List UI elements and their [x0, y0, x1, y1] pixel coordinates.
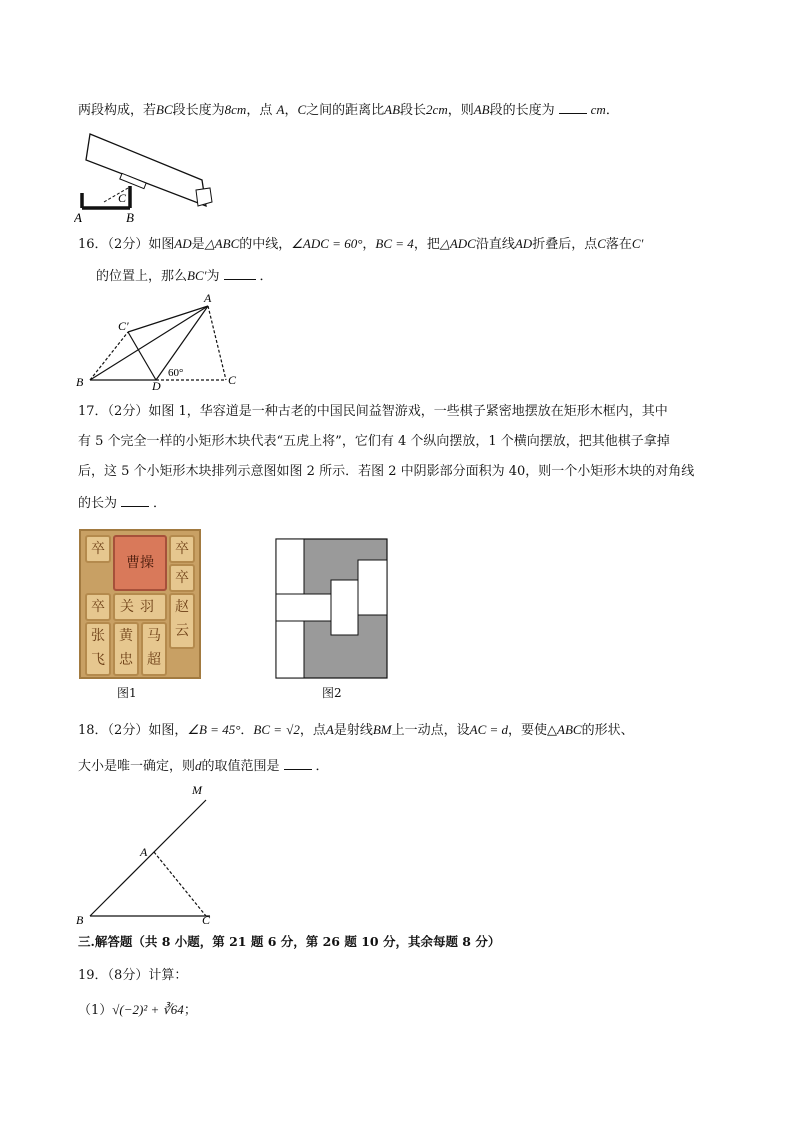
piece-guanyu: 关羽	[113, 593, 167, 621]
piece-fei: 飞	[91, 652, 105, 668]
q15-unit: cm	[590, 102, 606, 117]
huarongdao-board	[79, 529, 201, 679]
q18-bc: BC =	[253, 722, 283, 737]
q15-label-a: A	[74, 210, 82, 225]
q18-line2	[78, 756, 329, 777]
q19-part1-label: （1）	[78, 1003, 113, 1018]
q15-text-b: 段长度为	[172, 103, 225, 118]
q15-label-b: B	[126, 210, 134, 225]
q17-line2: 有 5 个完全一样的小矩形木块代表“五虎上将”，它们有 4 个纵向摆放，1 个横向摆放，把其他棋子拿掉	[78, 434, 670, 449]
q18-label-a: A	[140, 845, 148, 859]
q16-line2-a: 的位置上，那么	[96, 269, 188, 284]
q17-rect-top-left	[276, 539, 304, 594]
q15-text	[78, 100, 619, 121]
q16-tri-abc: △ABC	[204, 236, 240, 251]
q15-text-f: ，则	[447, 103, 474, 118]
q16-label-cp: C′	[118, 319, 129, 333]
answer-blank[interactable]	[224, 267, 256, 280]
q15-len8: 8	[224, 102, 232, 117]
q16-t3: ，	[362, 237, 376, 252]
q15-text-g: 段的长度为	[489, 103, 555, 118]
q18-sqrt2: √2	[286, 722, 300, 737]
q19-part1	[78, 1000, 197, 1021]
q16-label-d: D	[152, 379, 161, 390]
q17-fig2	[275, 538, 389, 680]
q15-text-d: 之间的距离比	[306, 103, 385, 118]
piece-chao: 超	[147, 652, 161, 668]
q16-t2: 的中线，	[239, 237, 292, 252]
q16-angle: ∠ADC = 60°	[291, 236, 363, 251]
q17-rect-middle	[331, 580, 358, 635]
q19-intro: 19．（8分）计算：	[78, 968, 188, 983]
q18-t2: ，点	[299, 723, 326, 738]
q18-end: ．	[315, 759, 329, 774]
q15-board-tip	[196, 188, 212, 206]
q18-label-c: C	[202, 913, 211, 927]
q15-comma: ，	[284, 103, 298, 118]
q16-line2	[96, 266, 273, 287]
q16-side-cpd	[128, 332, 156, 380]
q16-t5: 沿直线	[475, 237, 515, 252]
q16-line1	[78, 234, 643, 255]
q18-t3: 是射线	[333, 723, 373, 738]
q16-end: ．	[259, 269, 273, 284]
q15-figure	[74, 128, 224, 226]
q16-figure	[72, 290, 252, 390]
q18-angle: ∠B = 45°	[187, 722, 241, 737]
q15-len2: 2	[426, 102, 433, 117]
q17-end: ．	[153, 496, 167, 511]
q17-rect-bottom-left	[276, 621, 304, 678]
q15-ab: AB	[384, 102, 401, 117]
q15-c: C	[297, 102, 307, 117]
piece-huang: 黄	[119, 628, 133, 644]
q18-acd: AC = d	[469, 722, 509, 737]
q16-line2-b: 为	[206, 269, 220, 284]
piece-huangzhong	[113, 622, 139, 676]
q16-label-a: A	[204, 291, 212, 305]
q19-part1-end: ；	[183, 1003, 197, 1018]
q18-t5: ，要使△	[508, 723, 558, 738]
q18-a: A	[325, 722, 334, 737]
q18-figure	[72, 780, 222, 930]
q17-rect-right	[358, 560, 387, 615]
q17-line4-a: 的长为	[78, 496, 118, 511]
q18-line1	[78, 720, 634, 741]
piece-zu-2: 卒	[169, 535, 195, 563]
q18-line2-b: 的取值范围是	[201, 759, 280, 774]
q15-board	[86, 134, 206, 206]
piece-machao	[141, 622, 167, 676]
answer-blank[interactable]	[284, 757, 312, 770]
q18-bm: BM	[372, 722, 392, 737]
piece-zhang: 张	[91, 628, 105, 644]
q18-t6: 的形状、	[581, 723, 634, 738]
q15-bc: BC	[156, 102, 173, 117]
q15-label-c: C	[118, 191, 127, 205]
q16-label-b: B	[76, 375, 84, 389]
answer-blank[interactable]	[559, 101, 587, 114]
piece-zhangfei	[85, 622, 111, 676]
q16-label-c: C	[228, 373, 237, 387]
q16-t4: ，把	[413, 237, 440, 252]
q16-cp: C′	[631, 236, 644, 251]
q16-side-ac	[208, 306, 226, 380]
q18-t1: ．	[240, 723, 254, 738]
q16-bc4: BC = 4	[375, 236, 414, 251]
q16-bcp: BC′	[187, 268, 207, 283]
q17-line3: 后，这 5 个小矩形木块排列示意图如图 2 所示．若图 2 中阴影部分面积为 40，则一个小矩形木块的对角线	[78, 464, 695, 479]
q16-number: 16．（2分）如图	[78, 237, 175, 252]
piece-yun: 云	[175, 623, 189, 639]
q17-line1: 17．（2分）如图 1，华容道是一种古老的中国民间益智游戏，一些棋子紧密地摆放在矩形木框内，其中	[78, 404, 668, 419]
q15-cm: cm	[231, 102, 247, 117]
q15-text-c: ，点	[246, 103, 273, 118]
q15-cm2: cm	[432, 102, 448, 117]
q18-segment-ac	[154, 852, 206, 916]
q16-ad: AD	[174, 236, 192, 251]
piece-zhong: 忠	[119, 652, 133, 668]
q15-text-a: 两段构成，若	[78, 103, 157, 118]
q15-a: A	[276, 102, 285, 117]
q15-text-e: 段长	[400, 103, 427, 118]
piece-ma: 马	[147, 628, 161, 644]
q16-side-bcp	[90, 332, 128, 380]
section-heading: 三.解答题（共 8 小题，第 21 题 6 分，第 26 题 10 分，其余每题 8 分）	[78, 934, 501, 949]
q16-t7: 落在	[605, 237, 632, 252]
q18-line2-a: 大小是唯一确定，则	[78, 759, 196, 774]
q16-tri-adc: △ADC	[439, 236, 476, 251]
piece-zu-4: 卒	[85, 593, 111, 621]
fig2-caption: 图2	[322, 686, 342, 700]
q18-number: 18．（2分）如图，	[78, 723, 188, 738]
q18-label-m: M	[192, 783, 202, 797]
piece-caocao: 曹操	[113, 535, 167, 591]
piece-zu-3: 卒	[169, 564, 195, 592]
q16-t1: 是	[191, 237, 205, 252]
q16-label-angle: 60°	[168, 367, 184, 379]
q16-t6: 折叠后，点	[532, 237, 598, 252]
q18-label-b: B	[76, 913, 84, 927]
q19-part1-expression: √(−2)² + ∛64	[112, 1002, 184, 1017]
q16-ad2: AD	[514, 236, 533, 251]
fig1-caption: 图1	[117, 686, 137, 700]
q18-t4: 上一动点，设	[391, 723, 470, 738]
q15-end: ．	[605, 103, 619, 118]
piece-zu-1: 卒	[85, 535, 111, 563]
piece-zhao: 赵	[175, 599, 189, 615]
q18-d: d	[195, 758, 202, 773]
q16-c: C	[597, 236, 606, 251]
q17-line4	[78, 494, 166, 514]
q18-abc: ABC	[557, 722, 582, 737]
answer-blank[interactable]	[121, 494, 149, 507]
q16-side-acp	[128, 306, 208, 332]
q15-ab2: AB	[473, 102, 490, 117]
q17-rect-horizontal	[276, 594, 331, 621]
piece-zhaoyun	[169, 593, 195, 649]
q18-ray-bm	[90, 800, 206, 916]
